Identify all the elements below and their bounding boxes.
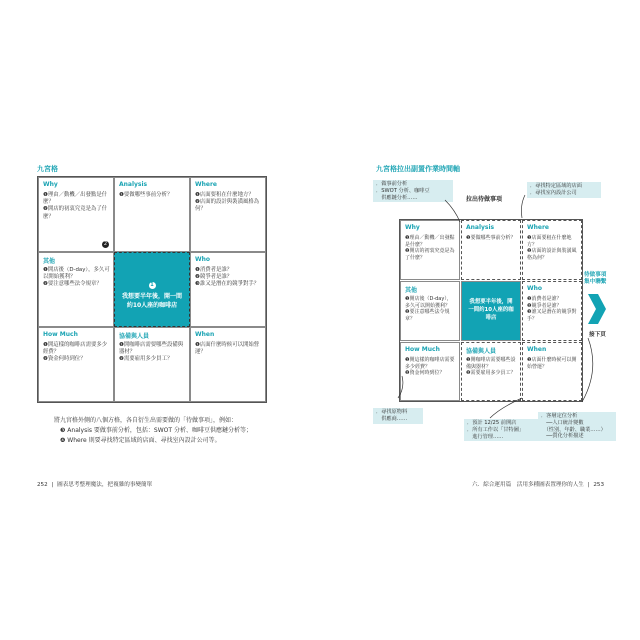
cell-text: ❶消費者是誰？ ❷競爭者是誰？ ❸誰又是潛在的競爭對手？ [527,296,577,322]
note-who-tasks: ．客層定位分析 ──人口統計變數 （性別、年齡、職業……） ──質化分析描述 [538,412,616,441]
note-analysis-tasks: ．做事前分析 ．SWOT 分析、咖啡豆 供應鏈分析…… [373,180,453,202]
body-line: ❸ Analysis 要做事前分析，包括：SWOT 分析、咖啡豆供應鏈分析等； [60,427,252,434]
cell-heading: Analysis [119,181,148,188]
section-title: 六．綜合運用篇 活用多種圖表置理你的人生 [472,482,584,488]
left-cell-who [190,252,266,327]
left-cell-other [38,252,114,327]
note-where-tasks: ．尋找特定區域的店面 ．尋找室內設計公司 [527,182,601,198]
cell-text: ❶要做哪些事前分析？ [119,192,173,198]
cell-heading: Where [527,224,549,231]
cell-text: ❶消費者是誰？ ❷競爭者是誰？ ❸誰又是潛在的競爭對手？ [195,267,260,288]
left-footer: 252 | 圖表思考整理魔法，把複雜的事變簡單 [37,482,153,488]
cell-text: ❶理由／動機／出發點是什麼？ ❷開店的初衷究竟是為了什麼？ [43,192,108,220]
cell-heading: Who [527,285,543,292]
cell-heading: Where [195,181,217,188]
step-badge: 2 [103,241,108,247]
cell-heading: Analysis [466,224,495,231]
note-supplier-tasks: ．尋找原物料 供應商…… [373,408,423,424]
page-number: 253 [593,482,605,488]
right-footer: 六．綜合運用篇 活用多種圖表置理你的人生 | 253 [472,482,605,488]
body-line: ❹ Where 則要尋找特定區域的店面、尋找室內設計公司等。 [60,437,221,444]
center-goal-text: 我想要半年後，開一間約10人座的咖啡店 [121,293,182,309]
left-cell-analysis [114,177,190,252]
cell-text: ❶店面什麼時候可以開始營運？ [195,342,260,356]
cell-text: ❶開咖啡店需要哪些設備與器材？ ❷需要雇用多少員工？ [466,357,516,377]
cell-text: ❶開店後（D-day），多久可以開始獲利？ ❷要注意哪些法令規章？ [43,267,110,288]
cell-text: ❶要做哪些事前分析？ [466,235,516,241]
cell-heading: Why [43,181,58,188]
cell-text: ❶開這樣的咖啡店需要多少經費？ ❷資金何時到位？ [43,342,108,363]
left-cell-center [114,252,190,327]
left-body-paragraph [54,416,284,446]
cell-text: ❶開咖啡店需要哪些設備與器材？ ❷需要雇用多少員工？ [119,342,184,363]
center-goal-text: 我想要半年後，開一間約10人座的咖啡店 [468,299,514,321]
cell-heading: When [195,331,215,338]
left-cell-where [190,177,266,252]
cell-heading: Why [405,224,420,231]
note-when-tasks: ．預計 12/25 前開店 ．所有工作以「甘特圖」 進行管理…… [464,419,538,441]
cell-heading: How Much [405,346,440,353]
cell-text: ❶店面要租在什麼地方？ ❷店面的設計與裝潢風格為何？ [527,235,577,261]
cell-text: ❶店面要租在什麼地方？ ❷店面的設計與裝潢風格為何？ [195,192,260,213]
right-subtitle: 拉出待做事項 [466,196,503,203]
cell-heading: 其他 [405,287,418,294]
arrow-label: 待做事項 集中聯繫 [584,272,607,285]
left-cell-why [38,177,114,252]
left-nine-grid [37,176,267,403]
cell-heading: 協備與人員 [119,333,150,340]
cell-heading: Who [195,256,211,263]
left-page-title: 九宮格 [37,165,58,173]
cell-heading: 協備與人員 [466,348,497,355]
page-number: 252 [37,482,48,488]
right-page-title: 九宮格拉出副置作業時間軸 [376,165,460,173]
next-page-label: 接下頁 [589,332,606,338]
cell-heading: 其他 [43,258,56,265]
cell-heading: How Much [43,331,78,338]
body-line: 將九宮格外側的八個方格，各自衍生出需要做的「待做事項」，例如： [54,417,238,424]
cell-heading: When [527,346,547,353]
step-badge: 1 [150,282,154,288]
left-cell-when [190,327,266,402]
left-cell-howmuch [38,327,114,402]
cell-text: ❶開這樣的咖啡店需要多少經費？ ❷資金何時到位？ [405,357,455,377]
cell-text: ❶理由／動機／出發點是什麼？ ❷開店的初衷究竟是為了什麼？ [405,235,455,261]
cell-text: ❶開店後（D-day），多久可以開始獲利？ ❷要注意哪些法令規章？ [405,296,452,322]
cell-text: ❶店面什麼時候可以開始營運？ [527,357,577,370]
left-cell-supplier [114,327,190,402]
book-title: 圖表思考整理魔法，把複雜的事變簡單 [57,482,153,488]
connector-lines [360,170,620,440]
